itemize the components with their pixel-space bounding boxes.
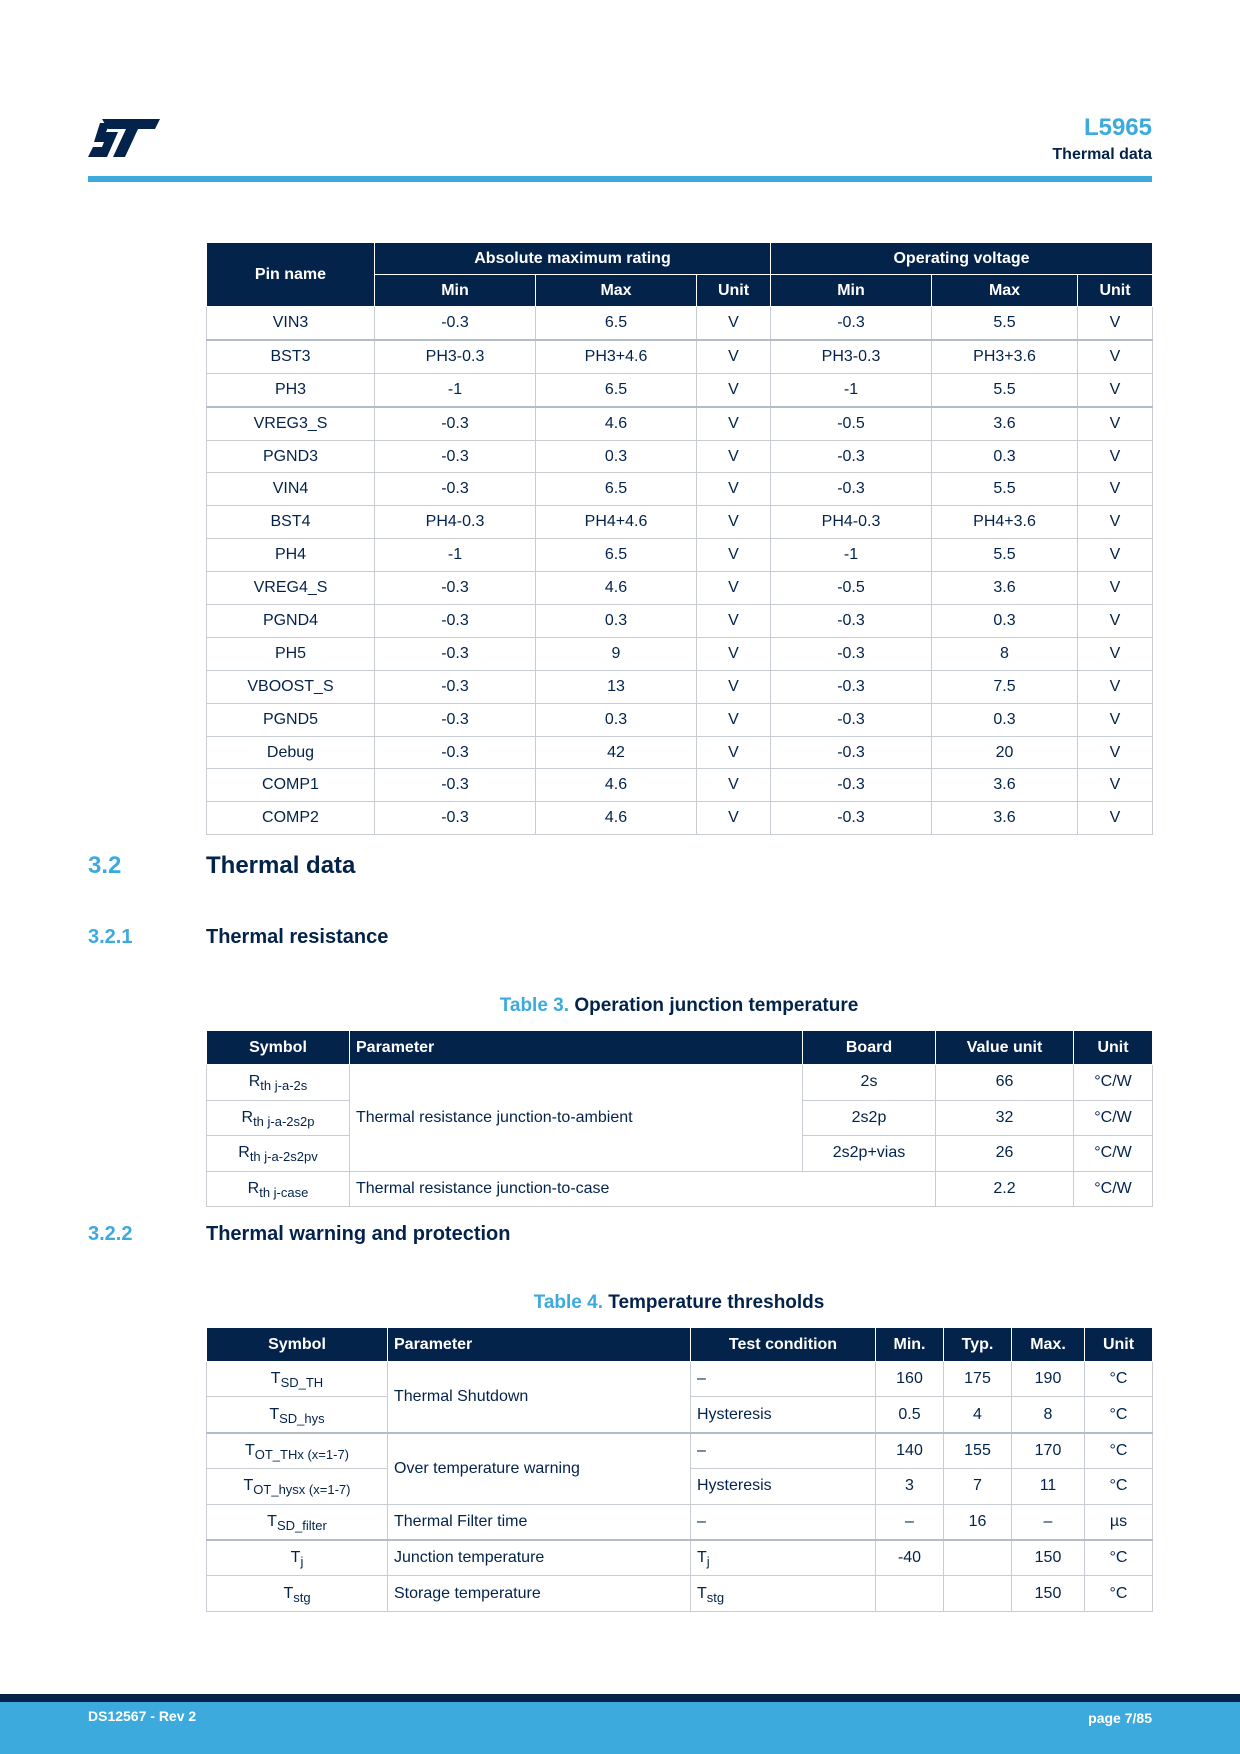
op-min-cell: PH3-0.3 [771, 340, 932, 373]
typ-cell: 155 [944, 1433, 1012, 1469]
parameter-cell: Thermal resistance junction-to-case [350, 1171, 936, 1207]
abs-max-cell: 9 [536, 637, 697, 670]
subsection-number: 3.2.1 [88, 926, 133, 948]
pin-name-cell: VIN4 [207, 473, 375, 506]
abs-unit-cell: V [697, 670, 771, 703]
unit-cell: °C/W [1074, 1171, 1153, 1207]
value-cell: 2.2 [936, 1171, 1074, 1207]
symbol-cell: $R_{th j-a-2s2p}$ [207, 1100, 350, 1136]
unit-cell: °C/W [1074, 1100, 1153, 1136]
junction-temperature-table [206, 1030, 1153, 1207]
max-cell: 170 [1012, 1433, 1085, 1469]
op-unit-cell: V [1078, 572, 1153, 605]
abs-unit-cell: V [697, 572, 771, 605]
table-row [207, 307, 1153, 340]
table-row [207, 736, 1153, 769]
table-row [207, 407, 1153, 440]
op-min-cell: -0.3 [771, 473, 932, 506]
min-cell: 0.5 [876, 1397, 944, 1433]
typ-cell [944, 1576, 1012, 1611]
table-row [207, 670, 1153, 703]
abs-max-cell: 4.6 [536, 572, 697, 605]
header-abs-min: Min [375, 275, 536, 307]
op-min-cell: -0.3 [771, 736, 932, 769]
op-unit-cell: V [1078, 637, 1153, 670]
header-parameter: Parameter [350, 1031, 803, 1065]
unit-cell: °C [1085, 1397, 1153, 1433]
value-cell: 26 [936, 1136, 1074, 1172]
abs-unit-cell: V [697, 440, 771, 473]
table-4-caption-number: Table 4. [533, 1292, 603, 1313]
op-min-cell: -0.3 [771, 703, 932, 736]
abs-max-cell: 6.5 [536, 373, 697, 406]
unit-cell: °C/W [1074, 1136, 1153, 1172]
parameter-cell: Thermal resistance junction-to-ambient [350, 1065, 803, 1172]
op-min-cell: -1 [771, 539, 932, 572]
header-board: Board [803, 1031, 936, 1065]
op-max-cell: PH3+3.6 [932, 340, 1078, 373]
abs-min-cell: PH3-0.3 [375, 340, 536, 373]
abs-min-cell: -0.3 [375, 473, 536, 506]
table-row [207, 769, 1153, 802]
typ-cell: 175 [944, 1362, 1012, 1397]
header-test-condition: Test condition [691, 1328, 876, 1362]
abs-min-cell: -0.3 [375, 307, 536, 340]
header-parameter: Parameter [388, 1328, 691, 1362]
op-unit-cell: V [1078, 736, 1153, 769]
parameter-cell: Over temperature warning [388, 1433, 691, 1504]
header-rule [88, 176, 1152, 182]
op-unit-cell: V [1078, 802, 1153, 835]
abs-max-cell: 6.5 [536, 473, 697, 506]
op-max-cell: 7.5 [932, 670, 1078, 703]
table-row [207, 1362, 1153, 1397]
table-row [207, 572, 1153, 605]
parameter-cell: Thermal Filter time [388, 1504, 691, 1540]
table-row [207, 802, 1153, 835]
board-cell: 2s2p+vias [803, 1136, 936, 1172]
pin-name-cell: BST3 [207, 340, 375, 373]
op-max-cell: 5.5 [932, 373, 1078, 406]
op-unit-cell: V [1078, 769, 1153, 802]
condition-cell: – [691, 1362, 876, 1397]
header-symbol: Symbol [207, 1031, 350, 1065]
op-max-cell: 8 [932, 637, 1078, 670]
symbol-cell: $T_{SD\_TH}$ [207, 1362, 388, 1397]
op-max-cell: 0.3 [932, 605, 1078, 638]
table-row [207, 1065, 1153, 1101]
table-3-caption-number: Table 3. [499, 995, 570, 1016]
abs-min-cell: -0.3 [375, 703, 536, 736]
symbol-cell: $T_j$ [207, 1540, 388, 1576]
pin-name-cell: Debug [207, 736, 375, 769]
abs-max-cell: 4.6 [536, 802, 697, 835]
header-typ: Typ. [944, 1328, 1012, 1362]
abs-unit-cell: V [697, 340, 771, 373]
abs-min-cell: -0.3 [375, 572, 536, 605]
temperature-thresholds-table [206, 1327, 1153, 1612]
max-cell: 11 [1012, 1469, 1085, 1504]
pin-name-cell: VREG4_S [207, 572, 375, 605]
table-row [207, 1433, 1153, 1469]
page-number: page 7/85 [1088, 1710, 1152, 1726]
header-symbol: Symbol [207, 1328, 388, 1362]
op-max-cell: 5.5 [932, 473, 1078, 506]
abs-max-cell: 6.5 [536, 307, 697, 340]
abs-unit-cell: V [697, 473, 771, 506]
table-row [207, 539, 1153, 572]
table-3-caption-text: Operation junction temperature [574, 995, 859, 1016]
value-cell: 32 [936, 1100, 1074, 1136]
symbol-cell: $R_{th j-a-2s2pv}$ [207, 1136, 350, 1172]
header-operating-voltage: Operating voltage [771, 243, 1153, 275]
table-row [207, 440, 1153, 473]
st-logo [88, 118, 160, 158]
pin-name-cell: PGND5 [207, 703, 375, 736]
typ-cell [944, 1540, 1012, 1576]
unit-cell: °C [1085, 1576, 1153, 1611]
pin-name-cell: BST4 [207, 506, 375, 539]
abs-min-cell: -0.3 [375, 637, 536, 670]
table-4-caption-text: Temperature thresholds [608, 1292, 825, 1313]
subsection-title: Thermal warning and protection [206, 1223, 511, 1245]
max-cell: 150 [1012, 1576, 1085, 1611]
pin-name-cell: PH5 [207, 637, 375, 670]
abs-unit-cell: V [697, 373, 771, 406]
header-op-min: Min [771, 275, 932, 307]
typ-cell: 16 [944, 1504, 1012, 1540]
abs-unit-cell: V [697, 506, 771, 539]
min-cell [876, 1576, 944, 1611]
symbol-cell: $T_{stg}$ [207, 1576, 388, 1611]
table-row [207, 703, 1153, 736]
header-op-max: Max [932, 275, 1078, 307]
op-max-cell: 3.6 [932, 407, 1078, 440]
abs-min-cell: -0.3 [375, 670, 536, 703]
document-title: L5965 [1083, 114, 1152, 141]
header-unit: Unit [1074, 1031, 1153, 1065]
pin-name-cell: VBOOST_S [207, 670, 375, 703]
abs-max-cell: PH3+4.6 [536, 340, 697, 373]
condition-cell: $T_{stg}$ [691, 1576, 876, 1611]
section-number: 3.2 [88, 852, 122, 879]
op-unit-cell: V [1078, 307, 1153, 340]
unit-cell: °C [1085, 1362, 1153, 1397]
subsection-number: 3.2.2 [88, 1223, 133, 1245]
op-min-cell: -0.5 [771, 407, 932, 440]
abs-max-cell: 13 [536, 670, 697, 703]
abs-max-cell: 0.3 [536, 605, 697, 638]
op-min-cell: -0.3 [771, 802, 932, 835]
min-cell: -40 [876, 1540, 944, 1576]
op-unit-cell: V [1078, 605, 1153, 638]
op-min-cell: -0.3 [771, 637, 932, 670]
op-max-cell: 3.6 [932, 572, 1078, 605]
op-min-cell: -0.5 [771, 572, 932, 605]
op-max-cell: 5.5 [932, 307, 1078, 340]
table-row [207, 637, 1153, 670]
max-cell: 190 [1012, 1362, 1085, 1397]
table-3-caption [206, 995, 1152, 1017]
table-row [207, 1576, 1153, 1611]
header-unit: Unit [1085, 1328, 1153, 1362]
op-unit-cell: V [1078, 670, 1153, 703]
op-max-cell: 20 [932, 736, 1078, 769]
max-cell: – [1012, 1504, 1085, 1540]
table-row [207, 373, 1153, 406]
abs-max-cell: PH4+4.6 [536, 506, 697, 539]
abs-max-cell: 42 [536, 736, 697, 769]
unit-cell: °C [1085, 1433, 1153, 1469]
pin-voltage-table-body [207, 307, 1153, 835]
header-abs-max: Max [536, 275, 697, 307]
op-max-cell: 3.6 [932, 769, 1078, 802]
abs-min-cell: -1 [375, 373, 536, 406]
pin-name-cell: PH4 [207, 539, 375, 572]
op-min-cell: -1 [771, 373, 932, 406]
abs-max-cell: 4.6 [536, 407, 697, 440]
parameter-cell: Storage temperature [388, 1576, 691, 1611]
op-min-cell: -0.3 [771, 670, 932, 703]
op-min-cell: -0.3 [771, 307, 932, 340]
document-revision: DS12567 - Rev 2 [88, 1708, 197, 1724]
op-unit-cell: V [1078, 506, 1153, 539]
abs-unit-cell: V [697, 407, 771, 440]
pin-name-cell: COMP1 [207, 769, 375, 802]
abs-unit-cell: V [697, 703, 771, 736]
op-unit-cell: V [1078, 440, 1153, 473]
board-cell: 2s [803, 1065, 936, 1101]
pin-name-cell: COMP2 [207, 802, 375, 835]
max-cell: 8 [1012, 1397, 1085, 1433]
abs-max-cell: 0.3 [536, 440, 697, 473]
min-cell: 3 [876, 1469, 944, 1504]
unit-cell: µs [1085, 1504, 1153, 1540]
header-pin-name: Pin name [207, 243, 375, 307]
abs-min-cell: -0.3 [375, 407, 536, 440]
header-abs-unit: Unit [697, 275, 771, 307]
unit-cell: °C [1085, 1469, 1153, 1504]
parameter-cell: Junction temperature [388, 1540, 691, 1576]
abs-unit-cell: V [697, 637, 771, 670]
header-min: Min. [876, 1328, 944, 1362]
pin-voltage-table [206, 242, 1153, 835]
table-row [207, 1540, 1153, 1576]
abs-min-cell: -0.3 [375, 736, 536, 769]
min-cell: 160 [876, 1362, 944, 1397]
condition-cell: – [691, 1433, 876, 1469]
min-cell: – [876, 1504, 944, 1540]
table-row [207, 1171, 1153, 1207]
op-max-cell: PH4+3.6 [932, 506, 1078, 539]
op-max-cell: 5.5 [932, 539, 1078, 572]
condition-cell: Hysteresis [691, 1397, 876, 1433]
subsection-title: Thermal resistance [206, 926, 389, 948]
op-min-cell: -0.3 [771, 769, 932, 802]
pin-name-cell: PGND4 [207, 605, 375, 638]
abs-unit-cell: V [697, 769, 771, 802]
abs-min-cell: -0.3 [375, 605, 536, 638]
board-cell: 2s2p [803, 1100, 936, 1136]
abs-min-cell: -0.3 [375, 769, 536, 802]
document-subtitle: Thermal data [1052, 146, 1152, 163]
typ-cell: 7 [944, 1469, 1012, 1504]
table-row [207, 605, 1153, 638]
pin-name-cell: PH3 [207, 373, 375, 406]
op-max-cell: 0.3 [932, 703, 1078, 736]
table-row [207, 340, 1153, 373]
symbol-cell: $T_{OT\_hysx (x=1-7)}$ [207, 1469, 388, 1504]
abs-unit-cell: V [697, 539, 771, 572]
abs-unit-cell: V [697, 802, 771, 835]
footer-rule [0, 1694, 1240, 1702]
symbol-cell: $T_{SD\_hys}$ [207, 1397, 388, 1433]
parameter-cell: Thermal Shutdown [388, 1362, 691, 1433]
abs-min-cell: -0.3 [375, 440, 536, 473]
op-min-cell: -0.3 [771, 440, 932, 473]
condition-cell: Hysteresis [691, 1469, 876, 1504]
value-cell: 66 [936, 1065, 1074, 1101]
abs-min-cell: PH4-0.3 [375, 506, 536, 539]
op-unit-cell: V [1078, 340, 1153, 373]
min-cell: 140 [876, 1433, 944, 1469]
symbol-cell: $R_{th j-case}$ [207, 1171, 350, 1207]
pin-name-cell: VREG3_S [207, 407, 375, 440]
op-unit-cell: V [1078, 703, 1153, 736]
abs-min-cell: -0.3 [375, 802, 536, 835]
op-unit-cell: V [1078, 373, 1153, 406]
op-min-cell: PH4-0.3 [771, 506, 932, 539]
op-max-cell: 0.3 [932, 440, 1078, 473]
symbol-cell: $T_{OT\_THx (x=1-7)}$ [207, 1433, 388, 1469]
table-row [207, 473, 1153, 506]
header-max: Max. [1012, 1328, 1085, 1362]
section-title: Thermal data [206, 852, 356, 879]
abs-unit-cell: V [697, 736, 771, 769]
op-unit-cell: V [1078, 473, 1153, 506]
condition-cell: – [691, 1504, 876, 1540]
abs-unit-cell: V [697, 307, 771, 340]
unit-cell: °C/W [1074, 1065, 1153, 1101]
table-row [207, 506, 1153, 539]
abs-max-cell: 4.6 [536, 769, 697, 802]
abs-max-cell: 6.5 [536, 539, 697, 572]
abs-min-cell: -1 [375, 539, 536, 572]
symbol-cell: $T_{SD\_filter}$ [207, 1504, 388, 1540]
header-value-unit: Value unit [936, 1031, 1074, 1065]
table-4-caption [206, 1292, 1152, 1314]
typ-cell: 4 [944, 1397, 1012, 1433]
pin-name-cell: PGND3 [207, 440, 375, 473]
table-row [207, 1504, 1153, 1540]
abs-max-cell: 0.3 [536, 703, 697, 736]
symbol-cell: $R_{th j-a-2s}$ [207, 1065, 350, 1101]
header-op-unit: Unit [1078, 275, 1153, 307]
header-absolute-max: Absolute maximum rating [375, 243, 771, 275]
op-unit-cell: V [1078, 539, 1153, 572]
max-cell: 150 [1012, 1540, 1085, 1576]
op-max-cell: 3.6 [932, 802, 1078, 835]
abs-unit-cell: V [697, 605, 771, 638]
op-min-cell: -0.3 [771, 605, 932, 638]
op-unit-cell: V [1078, 407, 1153, 440]
condition-cell: $T_j$ [691, 1540, 876, 1576]
unit-cell: °C [1085, 1540, 1153, 1576]
pin-name-cell: VIN3 [207, 307, 375, 340]
